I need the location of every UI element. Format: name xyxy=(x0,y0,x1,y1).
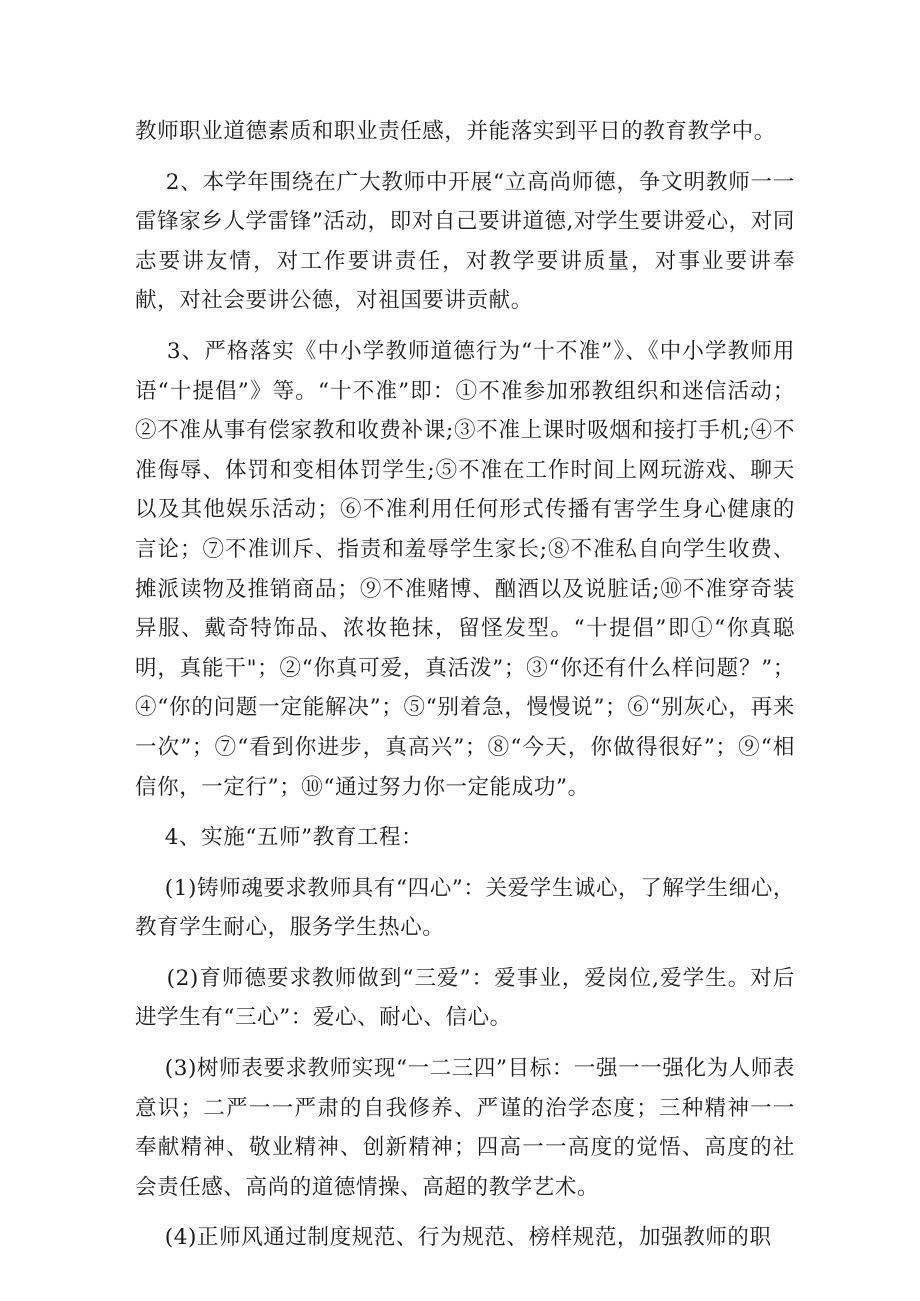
document-body xyxy=(135,112,795,1258)
paragraph-subitem-4: (4)正师风通过制度规范、行为规范、榜样规范，加强教师的职 xyxy=(135,1225,772,1251)
paragraph-item-4: 4、实施“五师”教育工程： xyxy=(135,825,424,851)
paragraph-item-2: 2、本学年围绕在广大教师中开展“立高尚师德，争文明教师一一雷锋家乡人学雷锋”活动，即对自己要讲道德,对学生要讲爱心，对同志要讲友情，对工作要讲责任，对教学要讲质量，对事业要讲奉献，对社会要讲公德，对祖国要讲贡献。 xyxy=(135,169,795,314)
paragraph-subitem-1: (1)铸师魂要求教师具有“四心”：关爱学生诚心，了解学生细心，教育学生耐心，服务学生热心。 xyxy=(135,875,795,941)
paragraph-continuation: 教师职业道德素质和职业责任感，并能落实到平日的教育教学中。 xyxy=(135,119,776,144)
paragraph-subitem-3: (3)树师表要求教师实现“一二三四”目标：一强一一强化为人师表意识；二严一一严肃的自我修养、严谨的治学态度；三种精神一一奉献精神、敬业精神、创新精神；四高一一高度的觉悟、高度的社会责任感、高尚的道德情操、高超的教学艺术。 xyxy=(135,1056,795,1200)
paragraph-subitem-2: (2)育师德要求教师做到“三爱”：爱事业，爱岗位,爱学生。对后进学生有“三心”：爱心、耐心、信心。 xyxy=(135,965,795,1031)
paragraph-item-3: 3、严格落实《中小学教师道德行为“十不准”》、《中小学教师用语“十提倡”》等。“十不准”即：①不准参加邪教组织和迷信活动；②不准从事有偿家教和收费补课;③不准上课时吸烟和接打手机;④不准侮辱、体罚和变相体罚学生;⑤不准在工作时间上网玩游戏、聊天以及其他娱乐活动；⑥不准利用任何形式传播有害学生身心健康的言论；⑦不准训斥、指责和羞辱学生家长;⑧不准私自向学生收费、摊派读物及推销商品；⑨不准赌博、酗酒以及说脏话;⑩不准穿奇装异服、戴奇特饰品、浓妆艳抹，留怪发型。“十提倡”即①“你真聪明，真能干"；②“你真可爱，真活泼”；③“你还有什么样问题？”；④“你的问题一定能解决”；⑤“别着急，慢慢说”；⑥“别灰心，再来一次”；⑦“看到你进步，真高兴”；⑧“今天，你做得很好”；⑨“相信你，一定行”；⑩“通过努力你一定能成功”。 xyxy=(135,338,795,800)
